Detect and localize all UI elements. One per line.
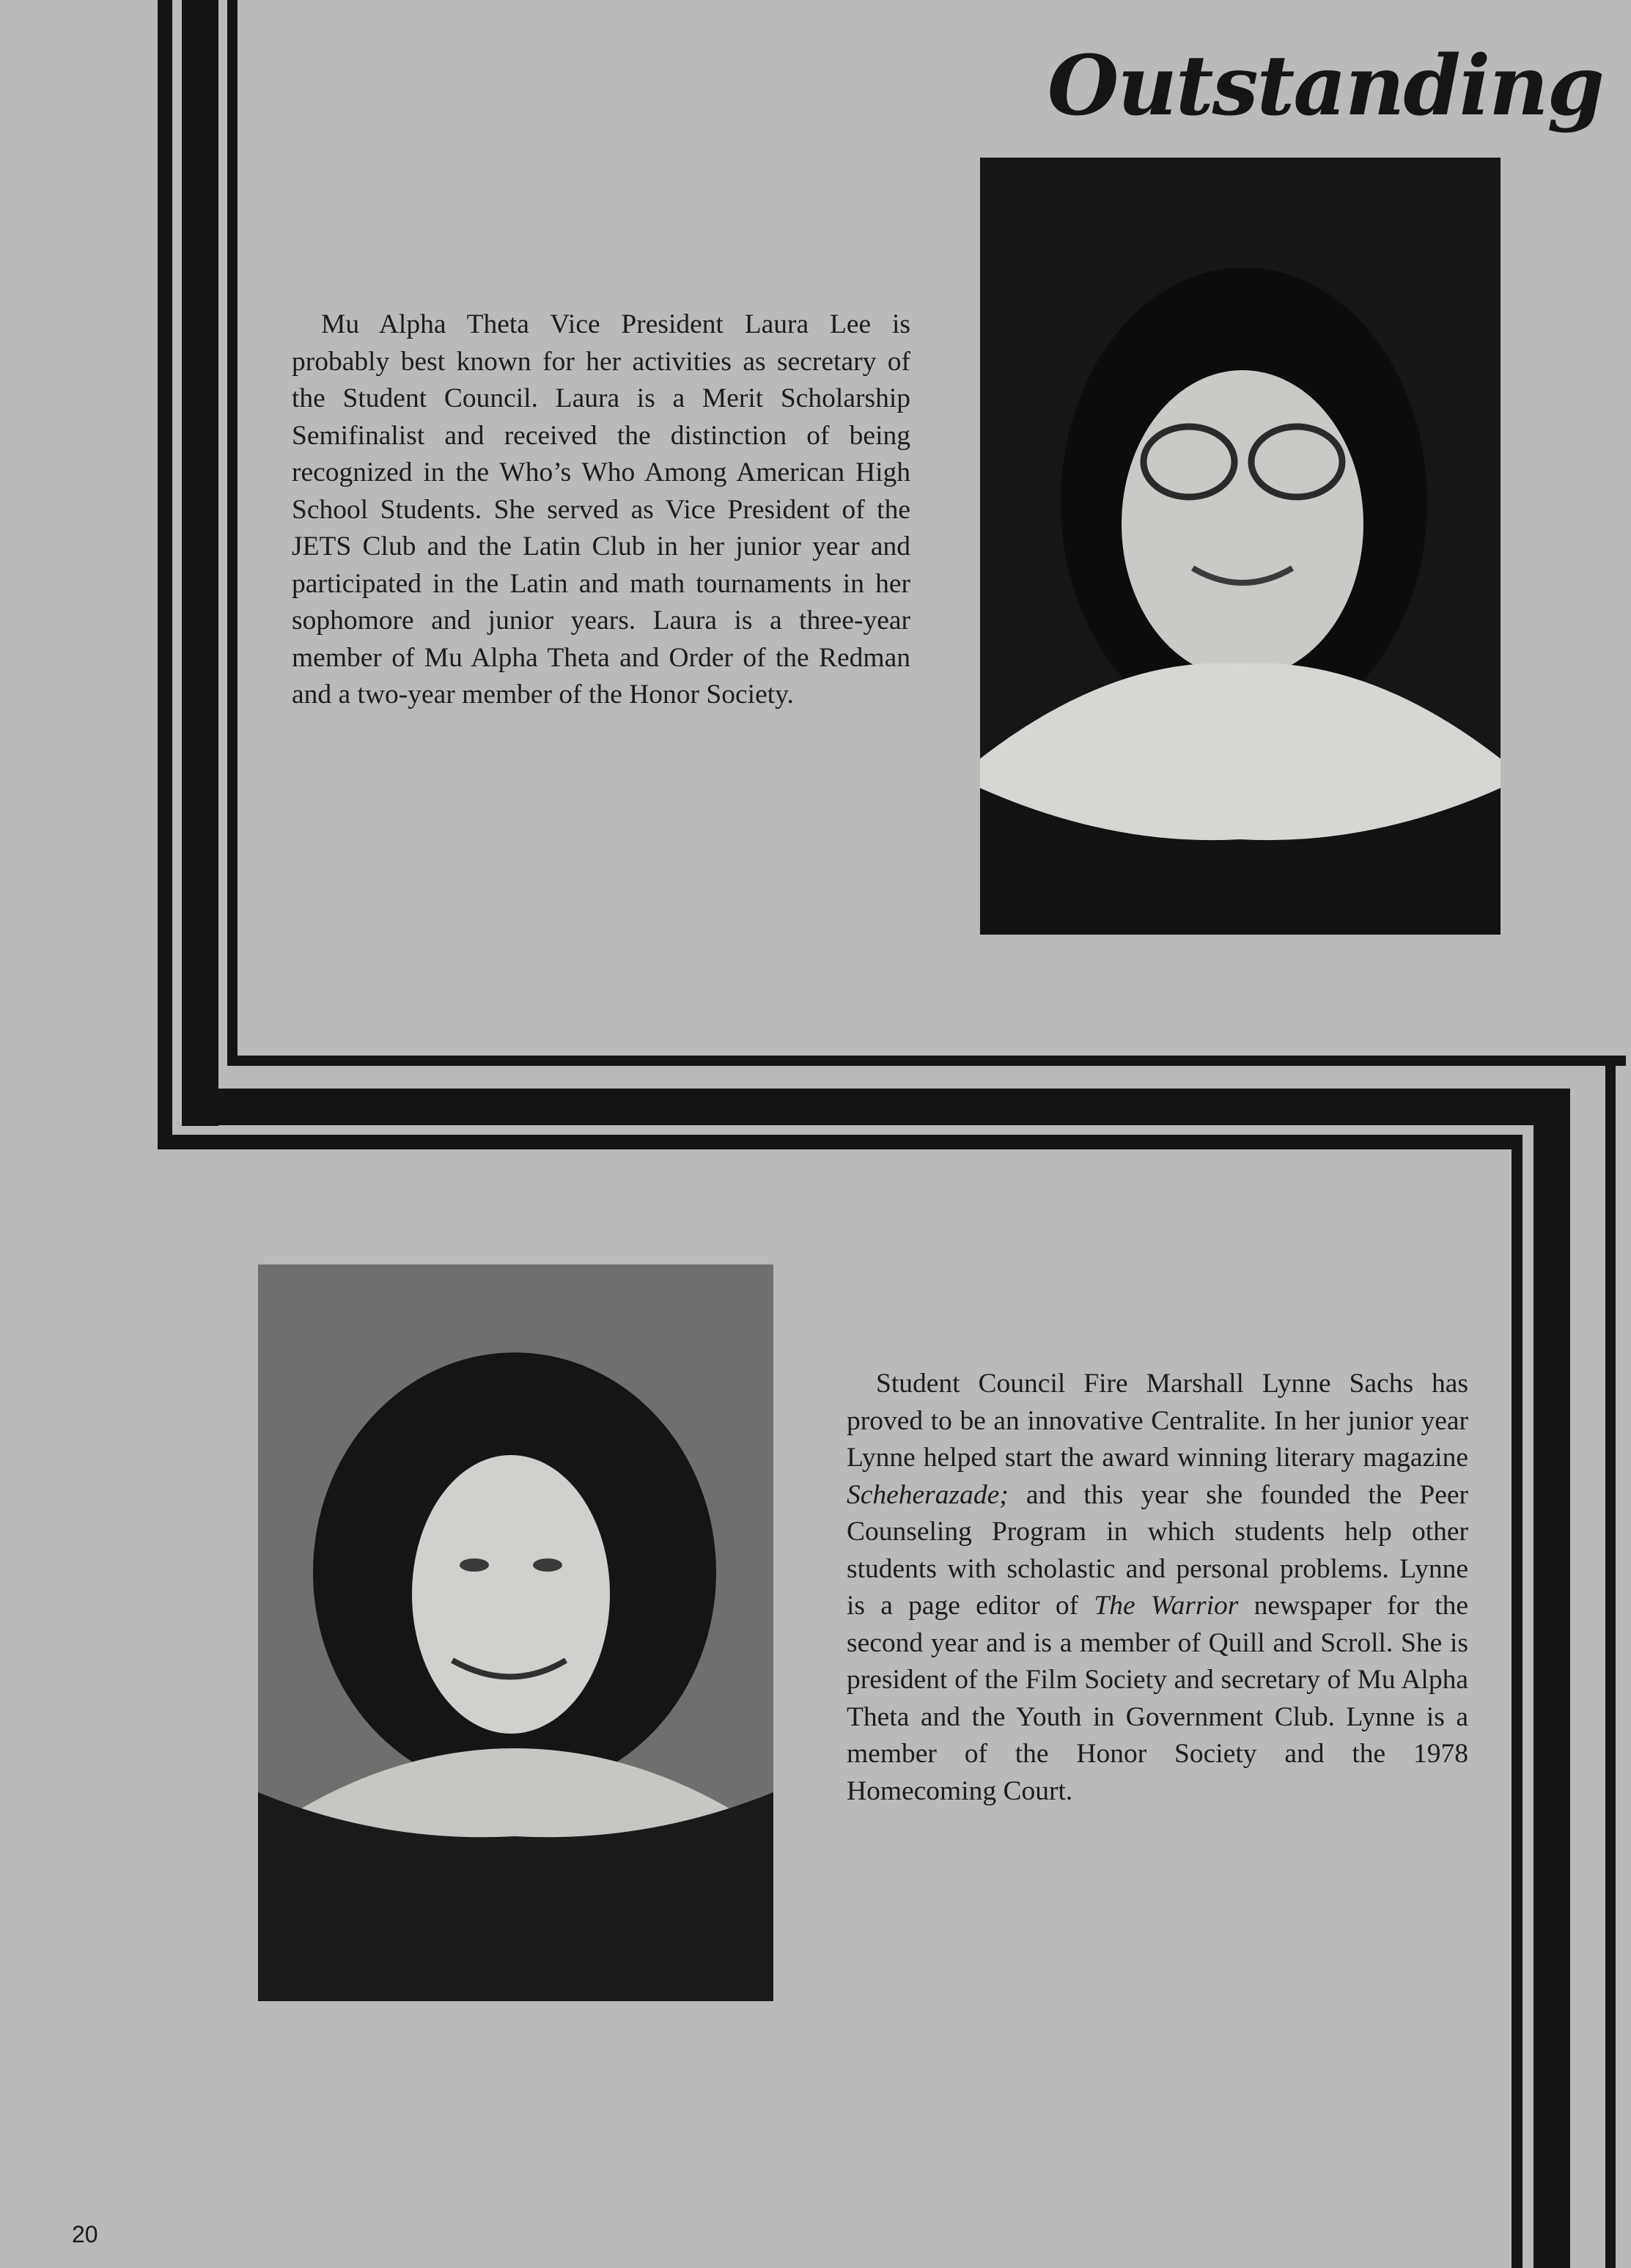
portrait-photo-laura-lee [980,158,1501,935]
profile-text-part: Student Council Fire Marshall Lynne Sachs has proved to be an innovative Centralite. In her junior year Lynne helped start the award winning literary magazine [847,1369,1468,1473]
frame-stripe-outer [158,0,172,1144]
frame-stripe-middle [182,0,218,1126]
portrait-photo-lynne-sachs [258,1264,773,2001]
frame-stripe-inner [227,0,238,1066]
profile-text-lynne-sachs [847,1366,1468,1810]
profile-text-laura-lee: Mu Alpha Theta Vice President Laura Lee is probably best known for her activities as secretary of the Student Council. Laura is a Merit Scholarship Semifinalist and received the distinction of being recognized in the Who’s Who Among American High School Students. She served as Vice President of the JETS Club and the Latin Club in her junior year and participated in the Latin and math tournaments in her sophomore and junior years. Laura is a three-year member of Mu Alpha Theta and Order of the Redman and a two-year member of the Honor Society. [292,309,910,710]
profile-text-part: newspaper for the second year and is a member of Quill and Scroll. She is president of the Film Society and secretary of Mu Alpha Theta and the Youth in Government Club. Lynne is a member of the Honor Society and the 1978 Homecoming Court. [847,1591,1469,1806]
profile-text-part: and this year she founded the Peer Counseling Program in which students help other students with scholastic and personal problems. Lynne is a page editor of [847,1479,1468,1621]
page-number: 20 [72,2221,98,2247]
page-heading: Outstanding [1047,38,1603,134]
newspaper-title: The Warrior [1094,1591,1239,1621]
magazine-title: Scheherazade; [847,1479,1009,1510]
